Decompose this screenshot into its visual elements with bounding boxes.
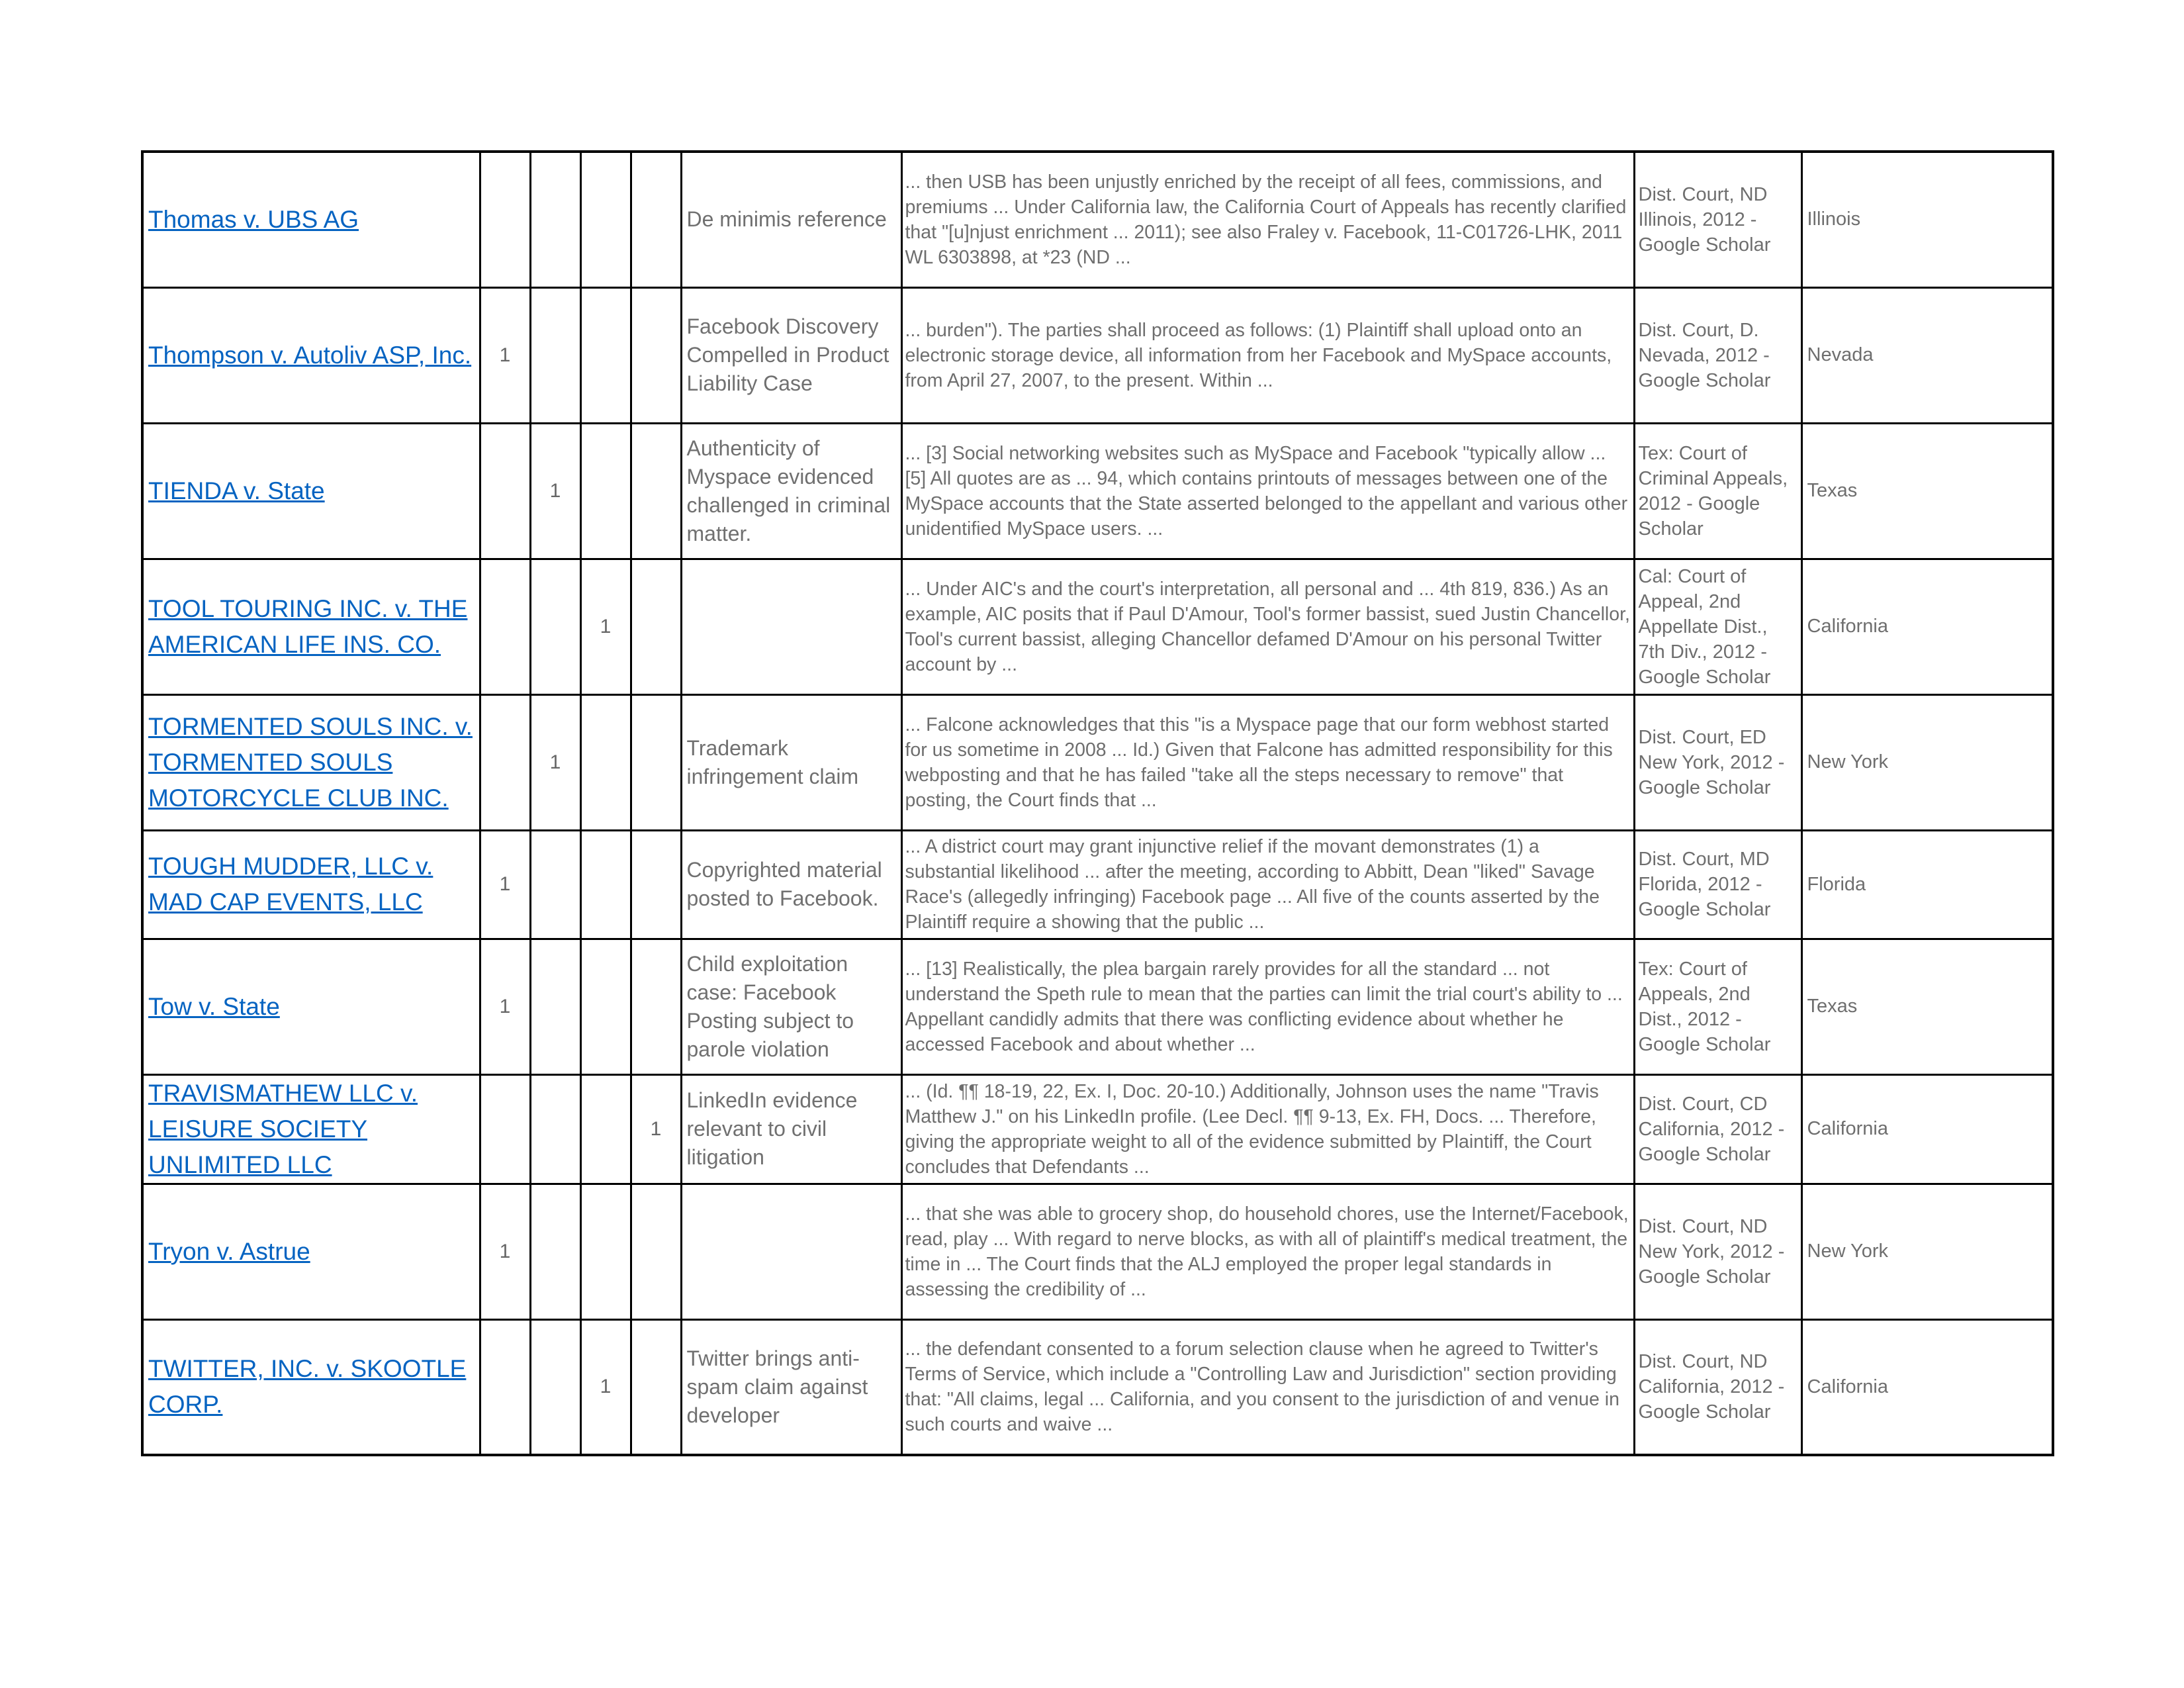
flag-cell-2 [530,287,580,423]
description-cell [681,559,901,694]
court-cell: Tex: Court of Appeals, 2nd Dist., 2012 - Google Scholar [1634,939,1801,1074]
flag-cell-4 [631,287,681,423]
flag-cell-4: 1 [631,1074,681,1184]
case-name-cell [142,1319,480,1455]
flag-cell-2 [530,559,580,694]
flag-cell-1: 1 [480,1184,530,1319]
snippet-cell: ... (Id. ¶¶ 18-19, 22, Ex. I, Doc. 20-10.) Additionally, Johnson uses the name "Travis Matthew J." on his LinkedIn profile. (Lee Decl. ¶¶ 9-13, Ex. FH, Docs. ... Therefore, giving the appropriate weight to all of the evidence submitted by Plaintiff, the Court concludes that Defendants ... [901,1074,1634,1184]
flag-cell-4 [631,694,681,830]
flag-cell-4 [631,152,681,287]
case-name-cell [142,830,480,939]
flag-cell-1 [480,152,530,287]
snippet-cell: ... A district court may grant injunctive relief if the movant demonstrates (1) a substantial likelihood ... after the meeting, according to Abbitt, Dean "liked" Savage Race's (allegedly infringing) Facebook page ... All five of the counts asserted by the Plaintiff require a showing that the public ... [901,830,1634,939]
court-cell: Dist. Court, D. Nevada, 2012 - Google Scholar [1634,287,1801,423]
flag-cell-2: 1 [530,423,580,559]
snippet-cell: ... burden"). The parties shall proceed as follows: (1) Plaintiff shall upload onto an electronic storage device, all information from her Facebook and MySpace accounts, from April 27, 2007, to the present. Within ... [901,287,1634,423]
state-cell: Nevada [1801,287,2053,423]
flag-cell-1 [480,694,530,830]
court-cell: Cal: Court of Appeal, 2nd Appellate Dist., 7th Div., 2012 - Google Scholar [1634,559,1801,694]
description-cell: Copyrighted material posted to Facebook. [681,830,901,939]
flag-cell-2 [530,939,580,1074]
case-name-link[interactable]: Tryon v. Astrue [148,1237,310,1265]
flag-cell-3 [580,423,631,559]
flag-cell-1: 1 [480,830,530,939]
table-row [142,423,2053,559]
state-cell: Florida [1801,830,2053,939]
flag-cell-2: 1 [530,694,580,830]
case-name-cell [142,694,480,830]
flag-cell-4 [631,939,681,1074]
case-name-link[interactable]: Thompson v. Autoliv ASP, Inc. [148,341,472,369]
table-row [142,694,2053,830]
flag-cell-1 [480,1074,530,1184]
case-name-link[interactable]: Tow v. State [148,992,280,1020]
table-row [142,830,2053,939]
table-row [142,1074,2053,1184]
flag-cell-1: 1 [480,287,530,423]
description-cell [681,1184,901,1319]
snippet-cell: ... [13] Realistically, the plea bargain rarely provides for all the standard ... not understand the Speth rule to mean that the parties can limit the trial court's ability to ... Appellant candidly admits that there was conflicting evidence about whether he accessed Facebook and about whether ... [901,939,1634,1074]
case-name-cell [142,1184,480,1319]
case-name-link[interactable]: TORMENTED SOULS INC. v. TORMENTED SOULS MOTORCYCLE CLUB INC. [148,712,473,812]
case-name-link[interactable]: Thomas v. UBS AG [148,205,359,233]
case-table [141,150,2054,1456]
case-name-cell [142,152,480,287]
case-name-cell [142,423,480,559]
court-cell: Dist. Court, CD California, 2012 - Google Scholar [1634,1074,1801,1184]
case-name-cell [142,287,480,423]
case-name-cell [142,1074,480,1184]
case-name-link[interactable]: TOOL TOURING INC. v. THE AMERICAN LIFE INS. CO. [148,594,468,658]
flag-cell-2 [530,1074,580,1184]
case-rows [142,152,2053,1455]
court-cell: Dist. Court, MD Florida, 2012 - Google Scholar [1634,830,1801,939]
snippet-cell: ... then USB has been unjustly enriched by the receipt of all fees, commissions, and premiums ... Under California law, the California Court of Appeals has recently clarified that "[u]njust enrichment ... 2011); see also Fraley v. Facebook, 11-C01726-LHK, 2011 WL 6303898, at *23 (ND ... [901,152,1634,287]
state-cell: Illinois [1801,152,2053,287]
state-cell: California [1801,559,2053,694]
snippet-cell: ... Under AIC's and the court's interpretation, all personal and ... 4th 819, 836.) As an example, AIC posits that if Paul D'Amour, Tool's former bassist, sued Justin Chancellor, Tool's current bassist, alleging Chancellor defamed D'Amour on his personal Twitter account by ... [901,559,1634,694]
flag-cell-3 [580,152,631,287]
case-name-cell [142,939,480,1074]
flag-cell-2 [530,1319,580,1455]
flag-cell-3: 1 [580,559,631,694]
snippet-cell: ... the defendant consented to a forum selection clause when he agreed to Twitter's Terms of Service, which include a "Controlling Law and Jurisdiction" section providing that: "All claims, legal ... California, and you consent to the jurisdiction of and venue in such courts and waive ... [901,1319,1634,1455]
court-cell: Dist. Court, ND New York, 2012 - Google Scholar [1634,1184,1801,1319]
flag-cell-4 [631,423,681,559]
description-cell: Twitter brings anti-spam claim against developer [681,1319,901,1455]
court-cell: Dist. Court, ND Illinois, 2012 - Google Scholar [1634,152,1801,287]
flag-cell-1 [480,559,530,694]
description-cell: Authenticity of Myspace evidenced challenged in criminal matter. [681,423,901,559]
case-name-link[interactable]: TWITTER, INC. v. SKOOTLE CORP. [148,1355,467,1419]
description-cell: Child exploitation case: Facebook Posting subject to parole violation [681,939,901,1074]
court-cell: Tex: Court of Criminal Appeals, 2012 - Google Scholar [1634,423,1801,559]
flag-cell-4 [631,1184,681,1319]
description-cell: LinkedIn evidence relevant to civil litigation [681,1074,901,1184]
flag-cell-2 [530,1184,580,1319]
state-cell: New York [1801,1184,2053,1319]
table-row [142,559,2053,694]
flag-cell-4 [631,830,681,939]
snippet-cell: ... that she was able to grocery shop, do household chores, use the Internet/Facebook, read, play ... With regard to nerve blocks, as with all of plaintiff's medical treatment, the time in ... The Court finds that the ALJ employed the proper legal standards in assessing the credibility of ... [901,1184,1634,1319]
flag-cell-4 [631,559,681,694]
flag-cell-3: 1 [580,1319,631,1455]
flag-cell-2 [530,830,580,939]
description-cell: Facebook Discovery Compelled in Product Liability Case [681,287,901,423]
court-cell: Dist. Court, ND California, 2012 - Google Scholar [1634,1319,1801,1455]
state-cell: California [1801,1074,2053,1184]
snippet-cell: ... Falcone acknowledges that this "is a Myspace page that our form webhost started for us sometime in 2008 ... Id.) Given that Falcone has admitted responsibility for this webposting and that he has failed "take all the steps necessary to remove" that posting, the Court finds that ... [901,694,1634,830]
table-row [142,1184,2053,1319]
state-cell: Texas [1801,939,2053,1074]
case-name-link[interactable]: TOUGH MUDDER, LLC v. MAD CAP EVENTS, LLC [148,853,433,915]
description-cell: De minimis reference [681,152,901,287]
flag-cell-3 [580,830,631,939]
table-row [142,939,2053,1074]
case-name-cell [142,559,480,694]
case-name-link[interactable]: TRAVISMATHEW LLC v. LEISURE SOCIETY UNLIMITED LLC [148,1079,418,1178]
state-cell: Texas [1801,423,2053,559]
snippet-cell: ... [3] Social networking websites such as MySpace and Facebook "typically allow ... [5] All quotes are as ... 94, which contains printouts of messages between one of the MySpace accounts that the State asserted belonged to the appellant and various other unidentified MySpace users. ... [901,423,1634,559]
description-cell: Trademark infringement claim [681,694,901,830]
table-row [142,287,2053,423]
state-cell: California [1801,1319,2053,1455]
flag-cell-3 [580,287,631,423]
flag-cell-3 [580,939,631,1074]
flag-cell-1 [480,423,530,559]
flag-cell-2 [530,152,580,287]
flag-cell-3 [580,1074,631,1184]
flag-cell-1: 1 [480,939,530,1074]
case-name-link[interactable]: TIENDA v. State [148,477,325,504]
table-row [142,152,2053,287]
state-cell: New York [1801,694,2053,830]
court-cell: Dist. Court, ED New York, 2012 - Google Scholar [1634,694,1801,830]
flag-cell-1 [480,1319,530,1455]
table-row [142,1319,2053,1455]
flag-cell-3 [580,1184,631,1319]
flag-cell-4 [631,1319,681,1455]
flag-cell-3 [580,694,631,830]
